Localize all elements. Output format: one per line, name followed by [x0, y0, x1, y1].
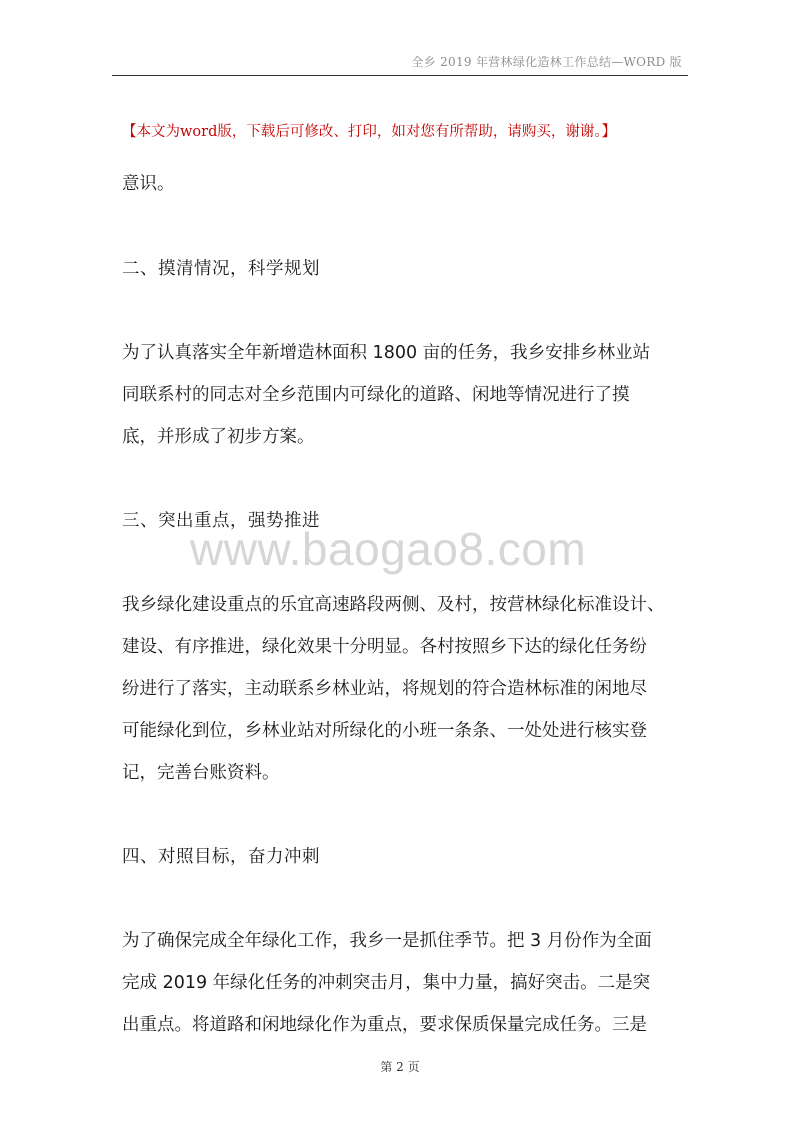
section-heading-3: 三、突出重点，强势推进: [122, 511, 320, 531]
section-heading-2: 二、摸清情况，科学规划: [122, 259, 320, 279]
body-line: 意识。: [122, 174, 175, 194]
body-line: 为了确保完成全年绿化工作，我乡一是抓住季节。把 3 月份作为全面: [122, 931, 652, 951]
header-rule: [112, 75, 688, 76]
body-line: 出重点。将道路和闲地绿化作为重点，要求保质保量完成任务。三是: [122, 1015, 647, 1035]
watermark: www.baogao8.com: [190, 523, 587, 575]
body-line: 记，完善台账资料。: [122, 763, 280, 783]
body-line: 为了认真落实全年新增造林面积 1800 亩的任务，我乡安排乡林业站: [122, 343, 651, 363]
running-header: 全乡 2019 年营林绿化造林工作总结—WORD 版: [411, 55, 682, 69]
section-heading-4: 四、对照目标，奋力冲刺: [122, 847, 320, 867]
body-line: 建设、有序推进，绿化效果十分明显。各村按照乡下达的绿化任务纷: [122, 637, 647, 657]
body-line: 完成 2019 年绿化任务的冲刺突击月，集中力量，搞好突击。二是突: [122, 973, 651, 993]
purchase-notice: 【本文为word版，下载后可修改、打印，如对您有所帮助，请购买，谢谢。】: [122, 124, 617, 140]
body-line: 同联系村的同志对全乡范围内可绿化的道路、闲地等情况进行了摸: [122, 385, 630, 405]
body-line: 底，并形成了初步方案。: [122, 427, 315, 447]
body-line: 可能绿化到位，乡林业站对所绿化的小班一条条、一处处进行核实登: [122, 721, 647, 741]
page-number: 第 2 页: [380, 1060, 420, 1074]
body-line: 我乡绿化建设重点的乐宜高速路段两侧、及村，按营林绿化标准设计、: [122, 595, 665, 615]
body-line: 纷进行了落实，主动联系乡林业站，将规划的符合造林标准的闲地尽: [122, 679, 647, 699]
